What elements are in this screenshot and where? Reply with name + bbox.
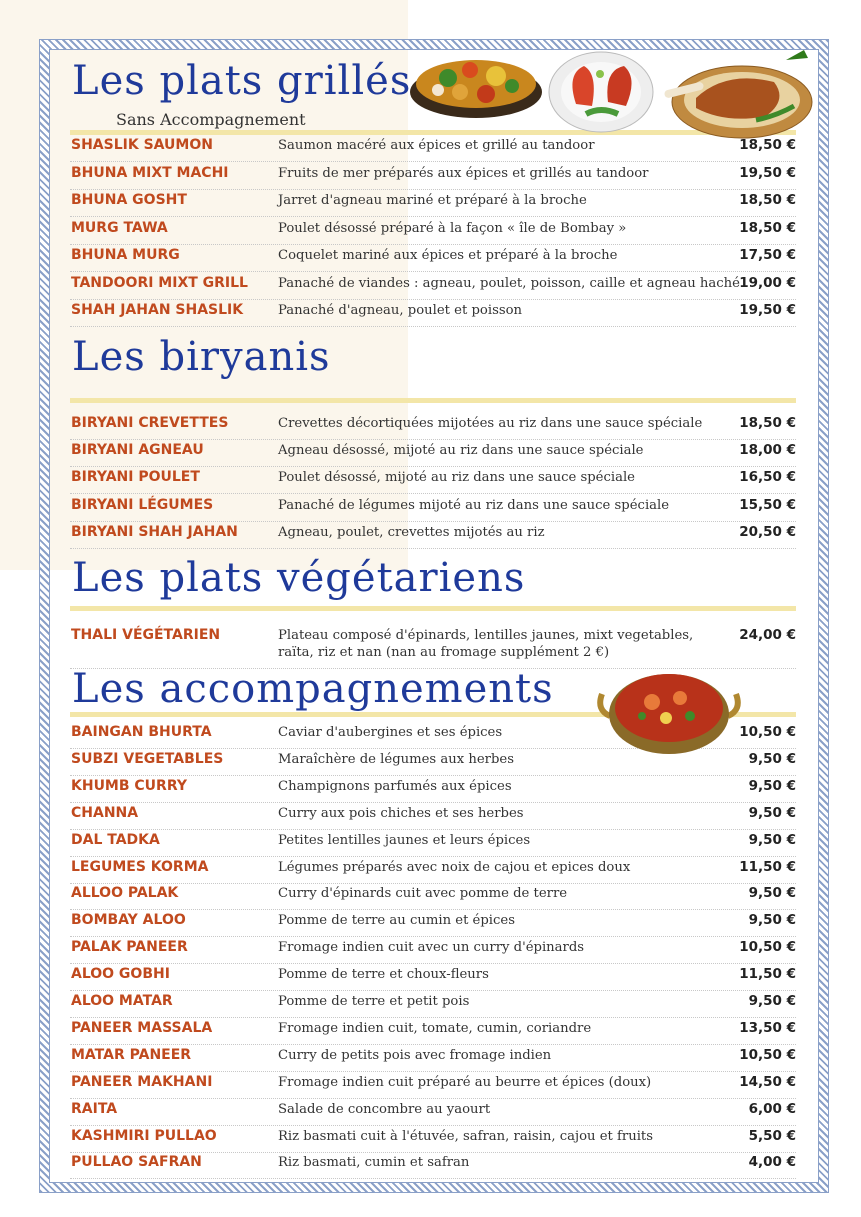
item-description: Fruits de mer préparés aux épices et grillés au tandoor	[278, 165, 649, 181]
menu-item-row	[70, 217, 796, 245]
item-price: 16,50 €	[739, 469, 796, 486]
item-price: 10,50 €	[739, 724, 796, 740]
item-name: KASHMIRI PULLAO	[71, 1127, 217, 1144]
section-rule	[70, 606, 796, 611]
menu-item-row	[70, 829, 796, 857]
vegetable-curry-bowl-photo	[408, 40, 544, 120]
item-description: Pomme de terre et petit pois	[278, 994, 470, 1009]
item-price: 18,50 €	[739, 137, 796, 153]
item-price: 14,50 €	[739, 1073, 796, 1090]
tandoori-chicken-plate-photo	[546, 44, 656, 134]
item-name: BHUNA MIXT MACHI	[71, 164, 229, 181]
item-description: Curry d'épinards cuit avec pomme de terre	[278, 886, 568, 902]
item-description: Crevettes décortiquées mijotées au riz dans une sauce spéciale	[278, 416, 703, 431]
curry-handi-bowl-photo	[596, 664, 742, 758]
item-description: Poulet désossé préparé à la façon « île de Bombay »	[278, 220, 627, 236]
item-price: 15,50 €	[739, 496, 796, 513]
item-price: 11,50 €	[739, 966, 796, 983]
menu-item-row	[70, 624, 796, 669]
item-price: 18,50 €	[739, 415, 796, 431]
item-description: Panaché de légumes mijoté au riz dans une sauce spéciale	[278, 497, 670, 513]
item-name: TANDOORI MIXT GRILL	[71, 274, 248, 291]
item-price: 19,50 €	[739, 302, 796, 318]
item-name: BAINGAN BHURTA	[71, 724, 212, 740]
item-name: ALLOO PALAK	[71, 885, 179, 902]
item-description: Fromage indien cuit, tomate, cumin, coriandre	[278, 1020, 592, 1036]
item-description: Riz basmati cuit à l'étuvée, safran, raisin, cajou et fruits	[278, 1128, 653, 1144]
item-name: SHAH JAHAN SHASLIK	[71, 302, 244, 318]
item-name: BIRYANI AGNEAU	[71, 442, 204, 459]
menu-item-row	[70, 1098, 796, 1126]
item-name: BIRYANI SHAH JAHAN	[71, 523, 238, 540]
item-description: Poulet désossé, mijoté au riz dans une sauce spéciale	[278, 470, 635, 486]
item-description: Pomme de terre au cumin et épices	[278, 913, 515, 929]
item-description: Champignons parfumés aux épices	[278, 778, 512, 794]
menu-item-row	[70, 990, 796, 1018]
item-price: 4,00 €	[748, 1154, 796, 1171]
item-name: SHASLIK SAUMON	[71, 137, 213, 153]
item-description: Plateau composé d'épinards, lentilles jaunes, mixt vegetables, raïta, riz et nan (nan au fromage supplément 2 €)	[278, 628, 694, 660]
item-price: 9,50 €	[748, 750, 796, 767]
item-name: PANEER MASSALA	[71, 1019, 213, 1036]
item-description: Agneau désossé, mijoté au riz dans une sauce spéciale	[278, 443, 644, 459]
item-description: Saumon macéré aux épices et grillé au tandoor	[278, 138, 595, 153]
item-description: Petites lentilles jaunes et leurs épices	[278, 832, 531, 848]
item-price: 13,50 €	[739, 1019, 796, 1036]
item-price: 10,50 €	[739, 1046, 796, 1063]
menu-item-row	[70, 299, 796, 327]
menu-item-row	[70, 1151, 796, 1179]
item-price: 24,00 €	[739, 627, 796, 643]
item-description: Riz basmati, cumin et safran	[278, 1155, 470, 1171]
item-description: Maraîchère de légumes aux herbes	[278, 751, 514, 767]
item-name: ALOO GOBHI	[71, 966, 170, 983]
item-price: 19,00 €	[739, 274, 796, 291]
item-price: 9,50 €	[748, 831, 796, 848]
item-price: 18,50 €	[739, 219, 796, 236]
item-description: Légumes préparés avec noix de cajou et epices doux	[278, 859, 631, 875]
menu-item-row	[70, 162, 796, 190]
menu-item-row	[70, 244, 796, 272]
item-price: 10,50 €	[739, 939, 796, 956]
item-description: Curry de petits pois avec fromage indien	[278, 1047, 552, 1063]
menu-item-row	[70, 1017, 796, 1045]
section-subtitle: Sans Accompagnement	[116, 110, 306, 129]
menu-item-row	[70, 466, 796, 494]
section-title-grilles: Les plats grillés	[72, 58, 412, 104]
section-rule	[70, 398, 796, 403]
item-name: KHUMB CURRY	[71, 777, 187, 794]
menu-item-row	[70, 494, 796, 522]
item-price: 9,50 €	[748, 993, 796, 1009]
item-name: PULLAO SAFRAN	[71, 1154, 202, 1171]
menu-item-row	[70, 1071, 796, 1099]
section-title-vegetariens: Les plats végétariens	[72, 555, 526, 601]
item-description: Fromage indien cuit avec un curry d'épinards	[278, 940, 585, 956]
roast-lamb-leg-plate-photo	[656, 46, 816, 142]
menu-item-row	[70, 856, 796, 884]
item-description: Agneau, poulet, crevettes mijotés au riz	[278, 524, 545, 540]
item-name: BIRYANI CREVETTES	[71, 415, 229, 431]
item-description: Caviar d'aubergines et ses épices	[278, 725, 503, 740]
menu-item-row	[70, 1125, 796, 1153]
item-name: ALOO MATAR	[71, 993, 173, 1009]
item-description: Fromage indien cuit préparé au beurre et épices (doux)	[278, 1074, 652, 1090]
item-price: 20,50 €	[739, 523, 796, 540]
item-description: Pomme de terre et choux-fleurs	[278, 967, 489, 983]
item-name: BOMBAY ALOO	[71, 912, 186, 929]
item-description: Salade de concombre au yaourt	[278, 1101, 491, 1117]
menu-item-row	[70, 521, 796, 549]
item-name: MURG TAWA	[71, 219, 168, 236]
item-name: BHUNA MURG	[71, 247, 180, 263]
item-description: Panaché de viandes : agneau, poulet, poisson, caille et agneau haché	[278, 275, 740, 291]
item-name: BIRYANI LÉGUMES	[71, 496, 214, 513]
item-description: Panaché d'agneau, poulet et poisson	[278, 303, 523, 318]
menu-item-row	[70, 909, 796, 937]
item-price: 9,50 €	[748, 912, 796, 929]
item-name: CHANNA	[71, 804, 139, 821]
menu-item-row	[70, 936, 796, 964]
item-price: 18,50 €	[739, 192, 796, 208]
menu-item-row	[70, 802, 796, 830]
item-name: RAITA	[71, 1100, 118, 1117]
menu-item-row	[70, 1044, 796, 1072]
item-price: 9,50 €	[748, 777, 796, 794]
item-name: THALI VÉGÉTARIEN	[71, 627, 221, 643]
item-price: 11,50 €	[739, 858, 796, 875]
item-price: 18,00 €	[739, 442, 796, 459]
item-description: Jarret d'agneau mariné et préparé à la broche	[278, 193, 587, 208]
item-description: Curry aux pois chiches et ses herbes	[278, 805, 524, 821]
menu-item-row	[70, 439, 796, 467]
item-name: PALAK PANEER	[71, 939, 188, 956]
item-price: 19,50 €	[739, 164, 796, 181]
menu-item-row	[70, 189, 796, 217]
menu-item-row	[70, 775, 796, 803]
menu-item-row	[70, 272, 796, 300]
item-name: DAL TADKA	[71, 831, 160, 848]
item-price: 5,50 €	[748, 1127, 796, 1144]
item-description: Coquelet mariné aux épices et préparé à la broche	[278, 248, 618, 263]
section-title-biryanis: Les biryanis	[72, 334, 331, 380]
menu-item-row	[70, 412, 796, 440]
section-title-accompagnements: Les accompagnements	[72, 666, 554, 712]
item-name: BHUNA GOSHT	[71, 192, 187, 208]
item-name: SUBZI VEGETABLES	[71, 750, 224, 767]
item-name: MATAR PANEER	[71, 1046, 192, 1063]
item-name: PANEER MAKHANI	[71, 1073, 213, 1090]
item-name: BIRYANI POULET	[71, 469, 200, 486]
item-name: LEGUMES KORMA	[71, 858, 209, 875]
item-price: 9,50 €	[748, 804, 796, 821]
item-price: 17,50 €	[739, 247, 796, 263]
item-price: 9,50 €	[748, 885, 796, 902]
menu-item-row	[70, 882, 796, 910]
item-price: 6,00 €	[748, 1100, 796, 1117]
menu-item-row	[70, 963, 796, 991]
